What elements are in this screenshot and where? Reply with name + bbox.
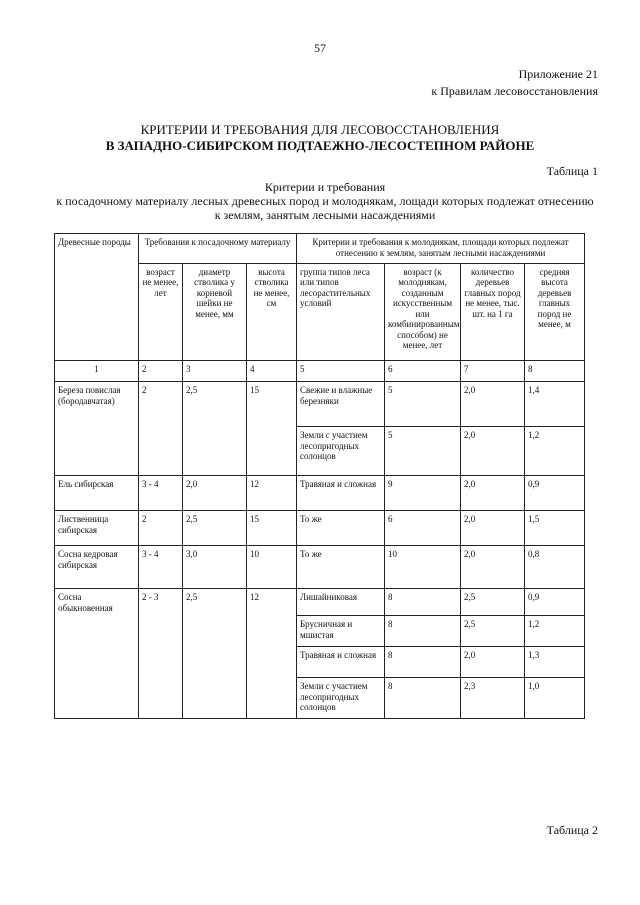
- header-avg-height: средняя высота деревьев главных пород не менее, м: [525, 263, 585, 360]
- subtitle-line-1: Критерии и требования: [264, 180, 386, 194]
- species-cell: Сосна обыкновенная: [55, 589, 139, 719]
- young-age-cell: 8: [385, 678, 461, 719]
- table-row: [55, 546, 585, 589]
- tree-count-cell: 2,5: [461, 616, 525, 647]
- header-forest-group: группа типов леса или типов лесорастительных условий: [297, 263, 385, 360]
- forest-group-cell: Свежие и влажные березняки: [297, 382, 385, 427]
- subtitle-line-3: к землям, занятым лесными насаждениями: [214, 208, 436, 222]
- diameter-cell: 2,5: [183, 382, 247, 476]
- young-age-cell: 10: [385, 546, 461, 589]
- species-cell: Ель сибирская: [55, 476, 139, 511]
- forest-group-cell: Брусничная и мшистая: [297, 616, 385, 647]
- average-height-cell: 0,9: [525, 476, 585, 511]
- average-height-cell: 1,2: [525, 427, 585, 476]
- next-table-label: Таблица 2: [546, 823, 598, 837]
- height-cell: 12: [247, 476, 297, 511]
- column-number: 8: [525, 361, 585, 382]
- diameter-cell: 2,5: [183, 511, 247, 546]
- header-young-text: Критерии и требования к молоднякам, площади которых подлежат отнесению к землям, занятым лесными насаждениями: [312, 237, 569, 258]
- planting-age-cell: 2 - 3: [139, 589, 183, 719]
- height-cell: 15: [247, 382, 297, 476]
- forest-group-cell: То же: [297, 546, 385, 589]
- height-cell: 15: [247, 511, 297, 546]
- forest-group-cell: Земли с участием лесопригодных солонцов: [297, 678, 385, 719]
- tree-count-cell: 2,0: [461, 427, 525, 476]
- planting-age-cell: 3 - 4: [139, 476, 183, 511]
- forest-group-cell: То же: [297, 511, 385, 546]
- forest-group-cell: Лишайниковая: [297, 589, 385, 616]
- forest-group-cell: Земли с участием лесопригодных солонцов: [297, 427, 385, 476]
- average-height-cell: 1,0: [525, 678, 585, 719]
- header-young-requirements: [297, 234, 585, 264]
- tree-count-cell: 2,0: [461, 546, 525, 589]
- young-age-cell: 8: [385, 589, 461, 616]
- appendix-reference: [431, 66, 598, 100]
- column-number: 5: [297, 361, 385, 382]
- column-number: 4: [247, 361, 297, 382]
- tree-count-cell: 2,0: [461, 647, 525, 678]
- forest-group-cell: Травяная и сложная: [297, 647, 385, 678]
- header-species-text: Древесные породы: [58, 237, 131, 247]
- species-cell: Сосна кедровая сибирская: [55, 546, 139, 589]
- column-number: 6: [385, 361, 461, 382]
- header-row-1: [55, 234, 585, 264]
- young-age-cell: 5: [385, 382, 461, 427]
- species-cell: Лиственница сибирская: [55, 511, 139, 546]
- criteria-table: [54, 233, 585, 719]
- diameter-cell: 2,0: [183, 476, 247, 511]
- tree-count-cell: 2,5: [461, 589, 525, 616]
- planting-age-cell: 2: [139, 382, 183, 476]
- average-height-cell: 1,3: [525, 647, 585, 678]
- page-number: 57: [314, 41, 326, 55]
- average-height-cell: 1,5: [525, 511, 585, 546]
- column-number: 7: [461, 361, 525, 382]
- height-cell: 12: [247, 589, 297, 719]
- table-label: Таблица 1: [546, 164, 598, 178]
- tree-count-cell: 2,0: [461, 511, 525, 546]
- appendix-line-2: к Правилам лесовосстановления: [431, 84, 598, 98]
- forest-group-cell: Травяная и сложная: [297, 476, 385, 511]
- table-row: [55, 511, 585, 546]
- table-subtitle: [40, 180, 610, 222]
- header-height: высота стволика не менее, см: [247, 263, 297, 360]
- species-cell: Береза повислая (бородавчатая): [55, 382, 139, 476]
- average-height-cell: 1,4: [525, 382, 585, 427]
- header-count: количество деревьев главных пород не менее, тыс. шт. на 1 га: [461, 263, 525, 360]
- column-number: 1: [55, 361, 139, 382]
- average-height-cell: 1,2: [525, 616, 585, 647]
- diameter-cell: 3,0: [183, 546, 247, 589]
- title-line-2: В ЗАПАДНО-СИБИРСКОМ ПОДТАЕЖНО-ЛЕСОСТЕПНОМ РАЙОНЕ: [105, 138, 535, 153]
- tree-count-cell: 2,0: [461, 476, 525, 511]
- young-age-cell: 5: [385, 427, 461, 476]
- young-age-cell: 8: [385, 647, 461, 678]
- title-line-1: КРИТЕРИИ И ТРЕБОВАНИЯ ДЛЯ ЛЕСОВОССТАНОВЛЕНИЯ: [140, 122, 500, 137]
- planting-age-cell: 3 - 4: [139, 546, 183, 589]
- subtitle-line-2: к посадочному материалу лесных древесных пород и молоднякам, лощади которых подлежат отнесению: [56, 194, 594, 208]
- appendix-line-1: Приложение 21: [518, 67, 598, 81]
- header-species: [55, 234, 139, 361]
- header-diameter: диаметр стволика у корневой шейки не менее, мм: [183, 263, 247, 360]
- header-young-age: возраст (к молоднякам, созданным искусственным или комбинированным способом) не менее, лет: [385, 263, 461, 360]
- column-number-row: [55, 361, 585, 382]
- table-row: [55, 476, 585, 511]
- header-planting-requirements: [139, 234, 297, 264]
- tree-count-cell: 2,3: [461, 678, 525, 719]
- table-row: [55, 382, 585, 427]
- document-title: [0, 122, 640, 154]
- header-planting-text: Требования к посадочному материалу: [144, 237, 291, 247]
- young-age-cell: 8: [385, 616, 461, 647]
- column-number: 2: [139, 361, 183, 382]
- young-age-cell: 9: [385, 476, 461, 511]
- column-number: 3: [183, 361, 247, 382]
- height-cell: 10: [247, 546, 297, 589]
- average-height-cell: 0,9: [525, 589, 585, 616]
- header-age: возраст не менее, лет: [139, 263, 183, 360]
- table-row: [55, 589, 585, 616]
- diameter-cell: 2,5: [183, 589, 247, 719]
- tree-count-cell: 2,0: [461, 382, 525, 427]
- average-height-cell: 0,8: [525, 546, 585, 589]
- young-age-cell: 6: [385, 511, 461, 546]
- planting-age-cell: 2: [139, 511, 183, 546]
